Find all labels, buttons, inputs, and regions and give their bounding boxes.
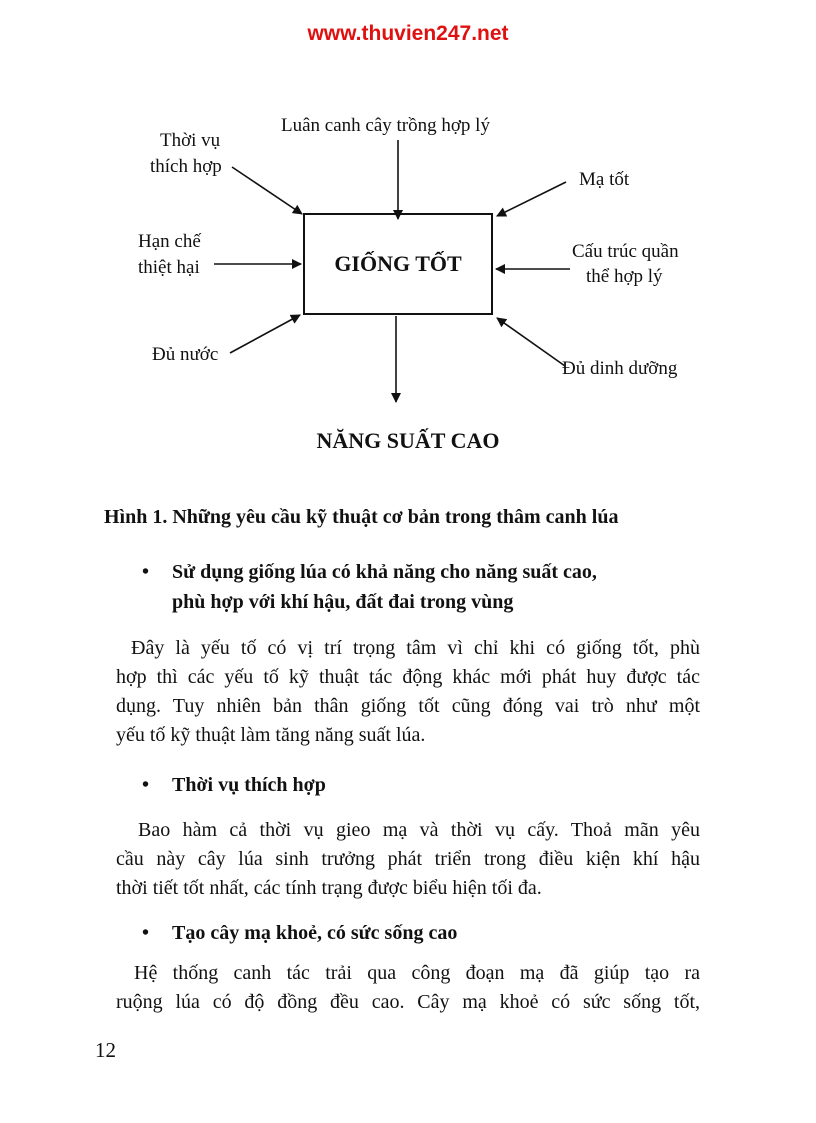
bullet-dot: • bbox=[142, 561, 150, 583]
para-line: cầu này cây lúa sinh trưởng phát triển trong điều kiện khí hậu bbox=[116, 848, 700, 870]
label-season-line1: Thời vụ bbox=[160, 130, 221, 151]
arrow-top-left bbox=[232, 167, 302, 214]
section-3-heading-line1: Tạo cây mạ khoẻ, có sức sống cao bbox=[172, 922, 458, 944]
section-3-paragraph bbox=[116, 959, 700, 1017]
bullet-dot: • bbox=[142, 922, 150, 944]
section-2-paragraph bbox=[116, 816, 700, 903]
label-crop-rotation: Luân canh cây trồng hợp lý bbox=[281, 115, 490, 136]
para-line: Bao hàm cả thời vụ gieo mạ và thời vụ cấy. Thoả mãn yêu bbox=[138, 819, 700, 841]
section-1-heading-line1: Sử dụng giống lúa có khả năng cho năng suất cao, bbox=[172, 561, 597, 583]
section-1-paragraph bbox=[116, 634, 700, 750]
result-high-yield: NĂNG SUẤT CAO bbox=[316, 428, 500, 453]
watermark-url: www.thuvien247.net bbox=[307, 22, 509, 45]
para-line: hợp thì các yếu tố kỹ thuật tác động khác mới phát huy được tác bbox=[116, 666, 700, 688]
label-population-line2: thể hợp lý bbox=[586, 266, 663, 287]
center-box-good-variety bbox=[303, 213, 493, 315]
label-good-seedling: Mạ tốt bbox=[579, 169, 630, 190]
para-line: Đây là yếu tố có vị trí trọng tâm vì chỉ khi có giống tốt, phù bbox=[131, 637, 700, 659]
arrow-bottom-left bbox=[230, 315, 300, 353]
label-damage-line1: Hạn chế bbox=[138, 231, 201, 252]
label-water: Đủ nước bbox=[152, 344, 219, 365]
arrow-bottom-right bbox=[497, 318, 565, 366]
label-population-line1: Cấu trúc quần bbox=[572, 241, 679, 262]
label-nutrition: Đủ dinh dưỡng bbox=[562, 358, 678, 379]
figure-caption: Hình 1. Những yêu cầu kỹ thuật cơ bản trong thâm canh lúa bbox=[104, 506, 619, 528]
section-1-heading bbox=[142, 557, 597, 617]
para-line: dụng. Tuy nhiên bản thân giống tốt cũng đóng vai trò như một bbox=[116, 695, 700, 717]
page-number: 12 bbox=[95, 1038, 116, 1062]
para-line: Hệ thống canh tác trải qua công đoạn mạ đã giúp tạo ra bbox=[134, 962, 700, 984]
arrow-top-right bbox=[497, 182, 566, 216]
section-2-heading-line1: Thời vụ thích hợp bbox=[172, 774, 326, 796]
para-line: ruộng lúa có độ đồng đều cao. Cây mạ khoẻ có sức sống tốt, bbox=[116, 991, 700, 1013]
label-season-line2: thích hợp bbox=[150, 156, 222, 177]
label-damage-line2: thiệt hại bbox=[138, 257, 200, 278]
section-1-heading-line2: phù hợp với khí hậu, đất đai trong vùng bbox=[172, 591, 514, 613]
section-3-heading bbox=[142, 918, 457, 948]
center-label: GIỐNG TỐT bbox=[334, 251, 462, 276]
bullet-dot: • bbox=[142, 774, 150, 796]
para-line: yếu tố kỹ thuật làm tăng năng suất lúa. bbox=[116, 724, 426, 746]
para-line: thời tiết tốt nhất, các tính trạng được biểu hiện tối đa. bbox=[116, 877, 542, 899]
section-2-heading bbox=[142, 770, 326, 800]
factor-diagram bbox=[0, 0, 816, 470]
